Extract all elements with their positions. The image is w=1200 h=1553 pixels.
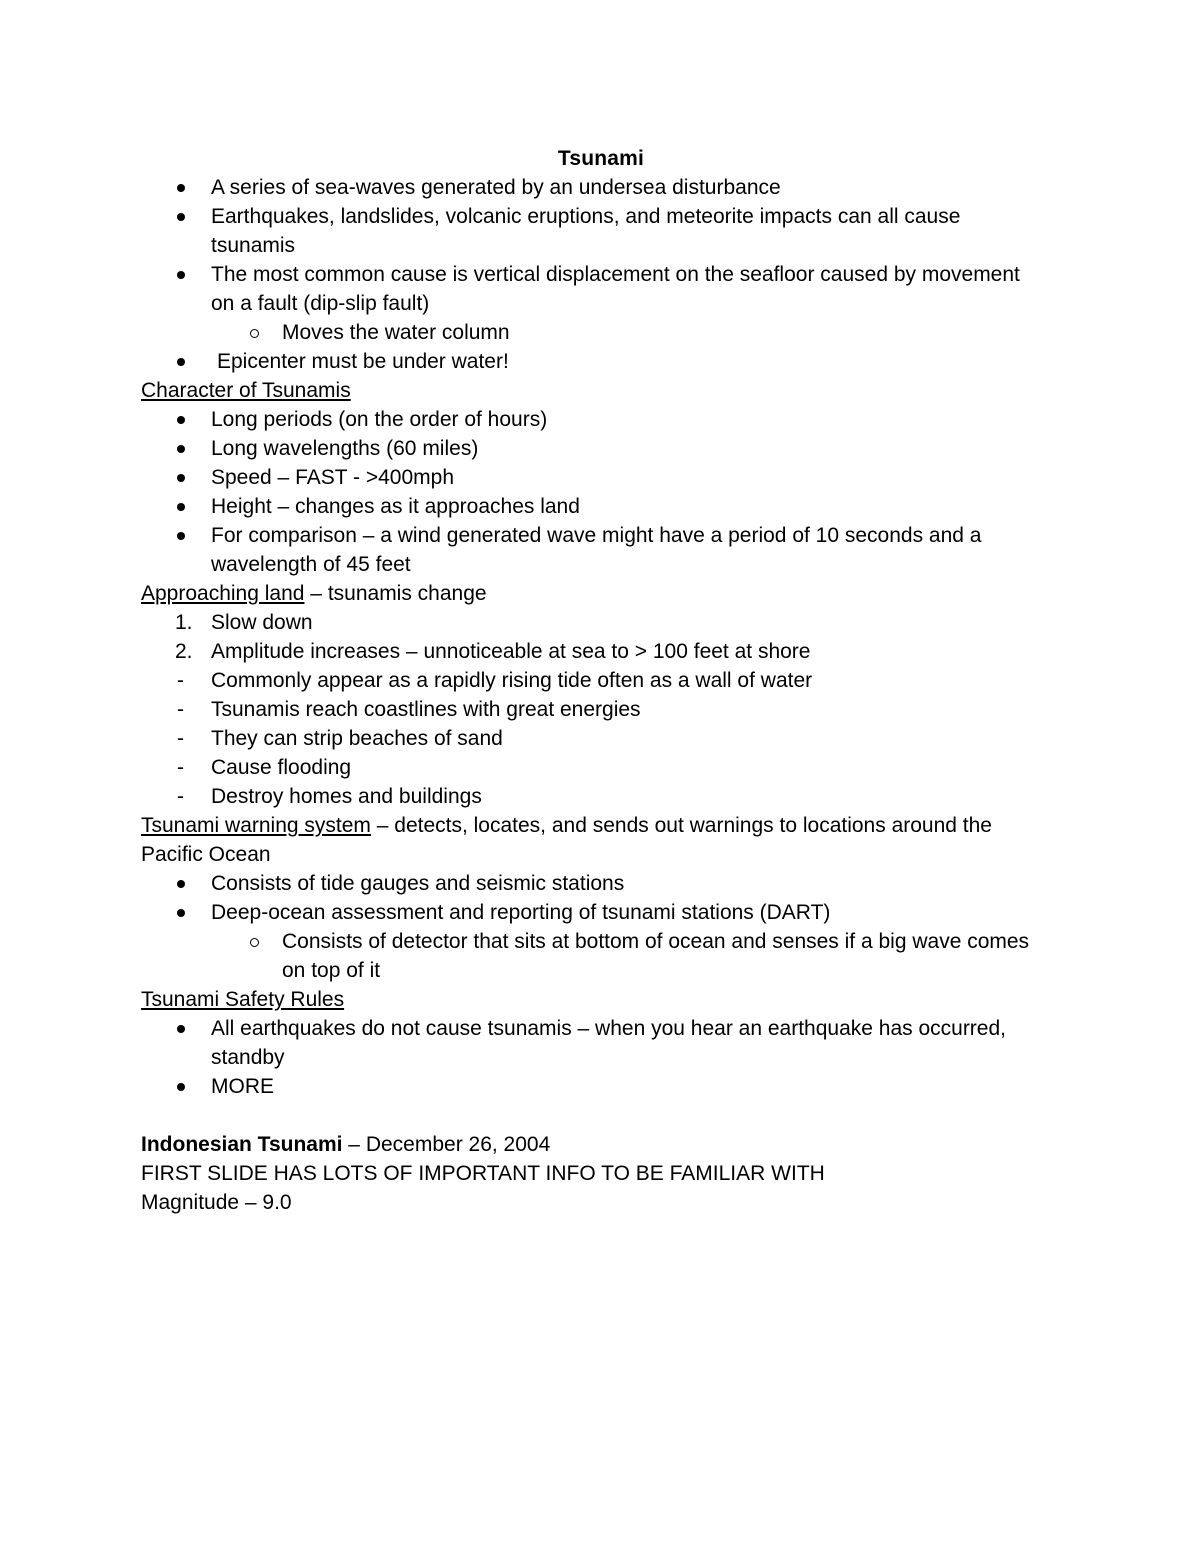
dash-icon: - [177,756,184,779]
bullet-icon [177,880,185,888]
dash-item: - Commonly appear as a rapidly rising tide often as a wall of water [141,666,1061,695]
sub-bullet-icon [250,329,259,338]
indonesian-magnitude: Magnitude – 9.0 [141,1191,292,1214]
bullet-icon [177,416,185,424]
document-body [141,144,1061,1217]
list-item: Long periods (on the order of hours) [141,405,1061,434]
list-item: Speed – FAST - >400mph [141,463,1061,492]
section-heading-warning: Tsunami warning system – detects, locates, and sends out warnings to locations around the Pacific Ocean [141,814,992,866]
list-item: Epicenter must be under water! [141,347,1061,376]
dash-item: - Destroy homes and buildings [141,782,1061,811]
spacer [141,1101,1061,1130]
bullet-icon [177,184,185,192]
list-item: Long wavelengths (60 miles) [141,434,1061,463]
indonesian-heading: Indonesian Tsunami – December 26, 2004 [141,1133,551,1156]
section-heading-safety: Tsunami Safety Rules [141,988,345,1011]
bullet-icon [177,1025,185,1033]
dash-icon: - [177,698,184,721]
list-item: All earthquakes do not cause tsunamis – when you hear an earthquake has occurred, standby [141,1014,1061,1072]
bullet-icon [177,474,185,482]
list-item: Earthquakes, landslides, volcanic eruptions, and meteorite impacts can all cause tsunamis [141,202,1061,260]
dash-item: - Tsunamis reach coastlines with great energies [141,695,1061,724]
bullet-icon [177,271,185,279]
bullet-icon [177,532,185,540]
numbered-item: 2. Amplitude increases – unnoticeable at sea to > 100 feet at shore [175,640,811,663]
list-item: Deep-ocean assessment and reporting of tsunami stations (DART) [141,898,1061,927]
list-item: Height – changes as it approaches land [141,492,1061,521]
bullet-icon [177,358,185,366]
indonesian-note: FIRST SLIDE HAS LOTS OF IMPORTANT INFO TO BE FAMILIAR WITH [141,1162,825,1185]
bullet-icon [177,503,185,511]
bullet-icon [177,909,185,917]
section-heading-approaching: Approaching land – tsunamis change [141,582,487,605]
bullet-icon [177,445,185,453]
list-item: The most common cause is vertical displacement on the seafloor caused by movement on a fault (dip-slip fault) [141,260,1061,318]
dash-icon: - [177,669,184,692]
section-heading-character: Character of Tsunamis [141,379,351,402]
sub-bullet-icon [250,938,259,947]
page-title: Tsunami [557,147,645,170]
dash-item: - Cause flooding [141,753,1061,782]
sub-list-item: Consists of detector that sits at bottom of ocean and senses if a big wave comes on top of it [141,927,1061,985]
bullet-icon [177,1083,185,1091]
sub-list-item: Moves the water column [141,318,1061,347]
numbered-item: 1. Slow down [175,611,313,634]
list-item: For comparison – a wind generated wave might have a period of 10 seconds and a wavelength of 45 feet [141,521,1061,579]
list-item: Consists of tide gauges and seismic stations [141,869,1061,898]
dash-icon: - [177,727,184,750]
bullet-icon [177,213,185,221]
list-item: A series of sea-waves generated by an undersea disturbance [141,173,1061,202]
dash-icon: - [177,785,184,808]
list-item: MORE [141,1072,1061,1101]
dash-item: - They can strip beaches of sand [141,724,1061,753]
